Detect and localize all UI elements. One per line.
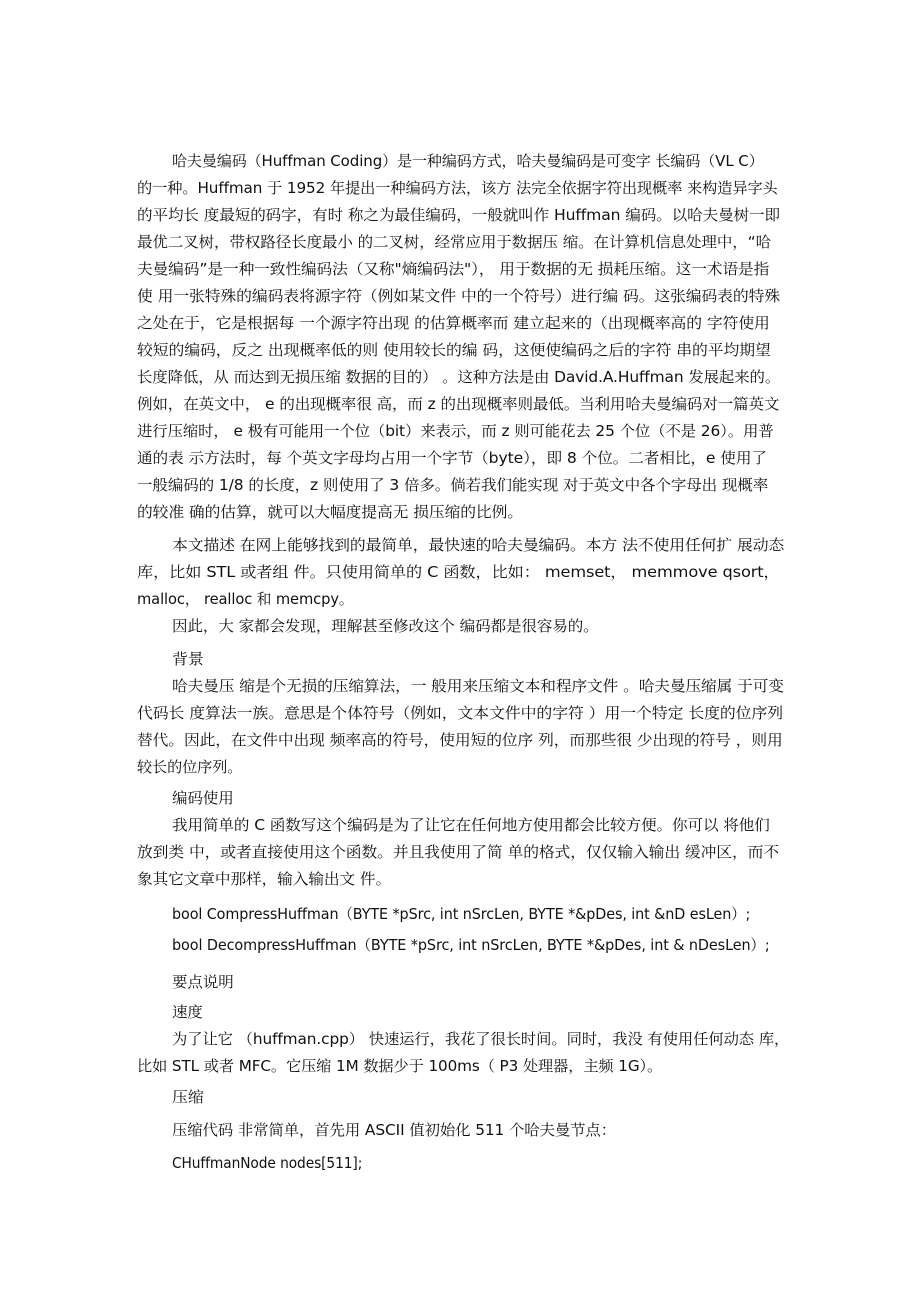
- text-line: 最优二叉树，带权路径长度最小 的二叉树，经常应用于数据压 缩。在计算机信息处理中，“哈: [137, 233, 772, 251]
- text-line: 长度降低，从 而达到无损压缩 数据的目的） 。这种方法是由 David.A.Huffman 发展起来的。: [137, 368, 781, 386]
- text-line: 库，比如 STL 或者组 件。只使用简单的 C 函数，比如： memset， memmove qsort，: [137, 563, 780, 581]
- text-line: 较长的位序列。: [137, 758, 243, 776]
- section-heading: 背景: [172, 650, 204, 668]
- text-line: 通的表 示方法时，每 个英文字母均占用一个字节（byte），即 8 个位。二者相比，e 使用了: [137, 449, 767, 467]
- text-line: 的平均长 度最短的码字，有时 称之为最佳编码，一般就叫作 Huffman 编码。以哈夫曼树一即: [137, 206, 781, 224]
- section-heading: 编码使用: [172, 789, 234, 807]
- text-line: 放到类 中，或者直接使用这个函数。并且我使用了简 单的格式，仅仅输入输出 缓冲区，而不: [137, 843, 780, 861]
- text-line: 哈夫曼编码（Huffman Coding）是一种编码方式，哈夫曼编码是可变字 长编码（VL C）: [172, 152, 764, 170]
- section-heading: 压缩: [172, 1088, 204, 1106]
- code-line: CHuffmanNode nodes[511];: [172, 1154, 363, 1172]
- text-line: 哈夫曼压 缩是个无损的压缩算法，一 般用来压缩文本和程序文件 。哈夫曼压缩属 于可变: [172, 677, 784, 695]
- section-heading: 速度: [172, 1003, 203, 1021]
- code-line: bool CompressHuffman（BYTE *pSrc, int nSrcLen, BYTE *&pDes, int &nD esLen）;: [172, 905, 751, 923]
- text-line: 本文描述 在网上能够找到的最简单，最快速的哈夫曼编码。本方 法不使用任何扩 展动态: [172, 536, 785, 554]
- text-line: 一般编码的 1/8 的长度，z 则使用了 3 倍多。倘若我们能实现 对于英文中各个字母出 现概率: [137, 476, 769, 494]
- text-line: malloc， realloc 和 memcpy。: [137, 590, 354, 608]
- text-line: 的较准 确的估算，就可以大幅度提高无 损压缩的比例。: [137, 503, 523, 521]
- text-line: 象其它文章中那样，输入输出文 件。: [137, 870, 392, 888]
- text-line: 的一种。Huffman 于 1952 年提出一种编码方法，该方 法完全依据字符出现概率 来构造异字头: [137, 179, 778, 197]
- text-line: 压缩代码 非常简单，首先用 ASCII 值初始化 511 个哈夫曼节点：: [172, 1121, 616, 1139]
- text-line: 夫曼编码”是一种一致性编码法（又称"熵编码法"）， 用于数据的无 损耗压缩。这一术语是指: [137, 260, 770, 278]
- text-line: 例如，在英文中， e 的出现概率很 高，而 z 的出现概率则最低。当利用哈夫曼编码对一篇英文: [137, 395, 780, 413]
- text-line: 我用简单的 C 函数写这个编码是为了让它在任何地方使用都会比较方便。你可以 将他们: [172, 816, 770, 834]
- text-line: 替代。因此，在文件中出现 频率高的符号，使用短的位序 列，而那些很 少出现的符号 ，则用: [137, 731, 783, 749]
- section-heading: 要点说明: [172, 973, 234, 991]
- code-line: bool DecompressHuffman（BYTE *pSrc, int nSrcLen, BYTE *&pDes, int & nDesLen）;: [172, 936, 770, 954]
- text-line: 进行压缩时， e 极有可能用一个位（bit）来表示，而 z 则可能花去 25 个位（不是 26）。用普: [137, 422, 774, 440]
- text-line: 使 用一张特殊的编码表将源字符（例如某文件 中的一个符号）进行编 码。这张编码表的特殊: [137, 287, 781, 305]
- text-line: 为了让它 （huffman.cpp） 快速运行，我花了很长时间。同时，我没 有使用任何动态 库，: [172, 1030, 790, 1048]
- text-line: 因此，大 家都会发现，理解甚至修改这个 编码都是很容易的。: [172, 617, 599, 635]
- text-line: 比如 STL 或者 MFC。它压缩 1M 数据少于 100ms（ P3 处理器，主频 1G）。: [137, 1057, 663, 1075]
- text-line: 较短的编码，反之 出现概率低的则 使用较长的编 码，这便使编码之后的字符 串的平均期望: [137, 341, 771, 359]
- text-line: 之处在于，它是根据每 一个源字符出现 的估算概率而 建立起来的（出现概率高的 字符使用: [137, 314, 770, 332]
- text-line: 代码长 度算法一族。意思是个体符号（例如，文本文件中的字符 ）用一个特定 长度的位序列: [137, 704, 784, 722]
